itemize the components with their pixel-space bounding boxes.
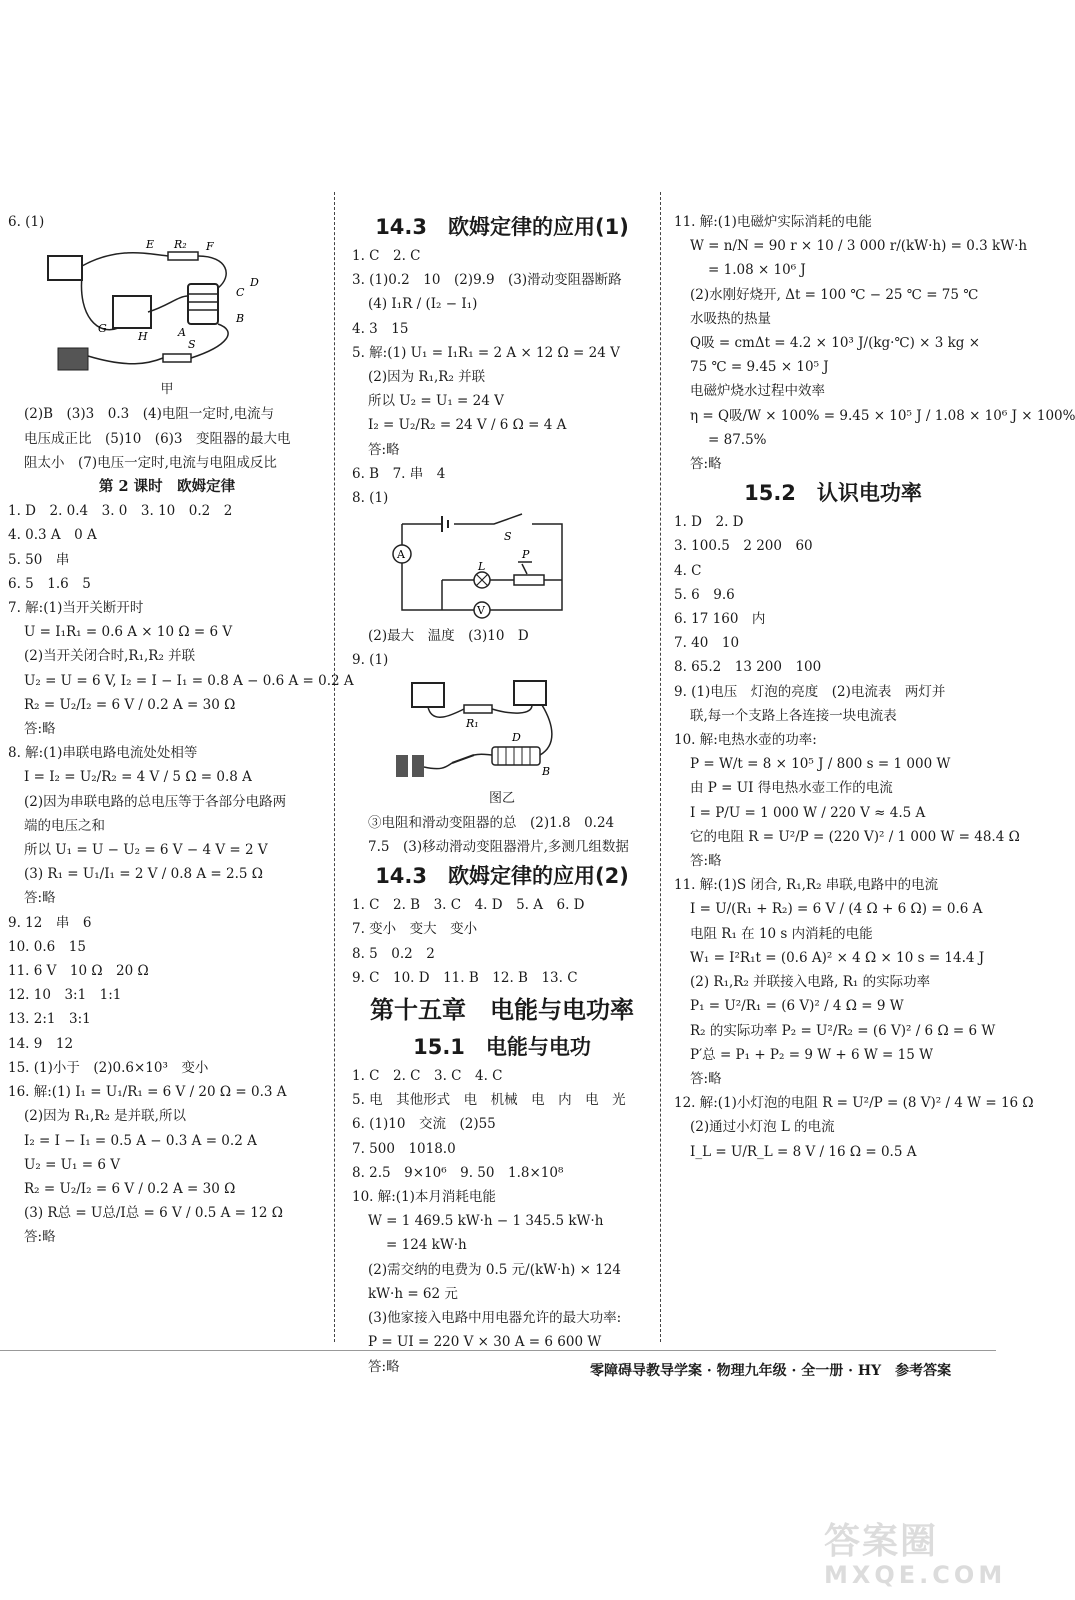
answer-line: 5. 电 其他形式 电 机械 电 内 电 光 [352, 1092, 626, 1109]
answer-line: kW·h = 62 元 [368, 1285, 458, 1302]
answer-line: 8. 2.5 9×10⁶ 9. 50 1.8×10⁸ [352, 1164, 564, 1181]
answer-line: (2)最大 温度 (3)10 D [368, 628, 529, 645]
answer-line: 11. 解:(1)S 闭合, R₁,R₂ 串联,电路中的电流 [674, 877, 939, 894]
answer-line: 答:略 [690, 456, 722, 473]
answer-column-3 [674, 210, 1075, 1164]
answer-line: P′总 = P₁ + P₂ = 9 W + 6 W = 15 W [690, 1046, 933, 1063]
answer-line: 10. 0.6 15 [8, 938, 86, 955]
answer-line: 5. 6 9.6 [674, 586, 735, 603]
answer-line: 答:略 [690, 1070, 722, 1087]
fig-label: R₁ [466, 716, 479, 730]
answer-line: I₂ = U₂/R₂ = 24 V / 6 Ω = 4 A [368, 417, 567, 434]
answer-line: (2)通过小灯泡 L 的电流 [690, 1119, 835, 1136]
chapter-heading: 第十五章 电能与电功率 [370, 996, 634, 1025]
answer-line: 12. 10 3:1 1:1 [8, 987, 122, 1004]
answer-line: 8. 解:(1)串联电路电流处处相等 [8, 745, 198, 762]
fig-label: B [236, 312, 245, 326]
answer-page [0, 192, 1075, 1402]
circuit-diagram-a [38, 236, 268, 376]
answer-line: W = n/N = 90 r × 10 / 3 000 r/(kW·h) = 0.3 kW·h [690, 238, 1028, 255]
answer-line: 7. 变小 变大 变小 [352, 921, 478, 938]
answer-line: 11. 6 V 10 Ω 20 Ω [8, 963, 149, 980]
answer-line: 1. D 2. 0.4 3. 0 3. 10 0.2 2 [8, 503, 233, 520]
fig-label: S [188, 338, 196, 352]
answer-line: 4. 0.3 A 0 A [8, 527, 97, 544]
answer-line: 3. 100.5 2 200 60 [674, 538, 813, 555]
answer-column-2 [352, 210, 652, 1379]
fig-label: C [236, 286, 245, 300]
answer-line: 所以 U₁ = U − U₂ = 6 V − 4 V = 2 V [24, 842, 268, 859]
answer-line: (4) I₁R / (I₂ − I₁) [368, 296, 478, 313]
footer-rule [0, 1350, 996, 1351]
answer-line: P = W/t = 8 × 10⁵ J / 800 s = 1 000 W [690, 756, 951, 773]
answer-line: 8. (1) [352, 490, 389, 507]
answer-line: (2)因为串联电路的总电压等于各部分电路两 [24, 793, 287, 810]
answer-line: R₂ = U₂/I₂ = 6 V / 0.2 A = 30 Ω [24, 696, 236, 713]
answer-line: 7.5 (3)移动滑动变阻器滑片,多测几组数据 [368, 839, 629, 856]
answer-line: W = 1 469.5 kW·h − 1 345.5 kW·h [368, 1213, 604, 1230]
answer-line: I = I₂ = U₂/R₂ = 4 V / 5 Ω = 0.8 A [24, 769, 252, 786]
fig-label: A [178, 326, 186, 340]
answer-line: = 124 kW·h [386, 1237, 467, 1254]
fig-label: H [138, 330, 148, 344]
fig-label: D [250, 276, 259, 290]
figure-circuit-c [382, 675, 652, 785]
fig-label: V [477, 604, 485, 618]
fig-label: R₂ [174, 238, 187, 252]
answer-line: 12. 解:(1)小灯泡的电阻 R = U²/P = (8 V)² / 4 W = 16 Ω [674, 1095, 1034, 1112]
answer-line: 6. 5 1.6 5 [8, 575, 91, 592]
fig-label: S [504, 530, 512, 544]
answer-line: 答:略 [368, 441, 400, 458]
answer-column-1 [8, 210, 354, 1250]
answer-line: (2)因为 R₁,R₂ 并联 [368, 369, 486, 386]
answer-line: 端的电压之和 [24, 817, 105, 834]
answer-line: (3) R总 = U总/I总 = 6 V / 0.5 A = 12 Ω [24, 1205, 283, 1222]
answer-line: 9. 12 串 6 [8, 914, 92, 931]
answer-line: 它的电阻 R = U²/P = (220 V)² / 1 000 W = 48.4 Ω [690, 828, 1020, 845]
watermark-logo [824, 1521, 1007, 1594]
answer-line: 电压成正比 (5)10 (6)3 变阻器的最大电 [24, 430, 291, 447]
answer-line: U = I₁R₁ = 0.6 A × 10 Ω = 6 V [24, 624, 233, 641]
answer-line: 答:略 [24, 1229, 56, 1246]
answer-line: 答:略 [690, 853, 722, 870]
fig-label: P [522, 548, 530, 562]
section-heading: 14.3 欧姆定律的应用(1) [375, 215, 629, 239]
answer-line: 14. 9 12 [8, 1035, 74, 1052]
answer-line: (2)水刚好烧开, Δt = 100 ℃ − 25 ℃ = 75 ℃ [690, 286, 979, 303]
answer-line: 10. 解:(1)本月消耗电能 [352, 1189, 496, 1206]
answer-line: 75 ℃ = 9.45 × 10⁵ J [690, 359, 829, 376]
answer-line: 电磁炉烧水过程中效率 [690, 383, 825, 400]
answer-line: R₂ = U₂/I₂ = 6 V / 0.2 A = 30 Ω [24, 1180, 236, 1197]
answer-line: (2) R₁,R₂ 并联接入电路, R₁ 的实际功率 [690, 974, 931, 991]
answer-line: 7. 500 1018.0 [352, 1140, 456, 1157]
section-heading: 15.1 电能与电功 [413, 1035, 591, 1060]
circuit-diagram-b [382, 512, 572, 622]
answer-line: (2)B (3)3 0.3 (4)电阻一定时,电流与 [24, 406, 275, 423]
answer-line: = 87.5% [708, 431, 767, 448]
answer-line: 电阻 R₁ 在 10 s 内消耗的电能 [690, 925, 873, 942]
answer-line: 阻太小 (7)电压一定时,电流与电阻成反比 [24, 454, 277, 471]
answer-line: (3)他家接入电路中用电器允许的最大功率: [368, 1310, 622, 1327]
column-divider-2 [660, 192, 661, 1342]
fig-label: F [206, 240, 214, 254]
answer-line: 3. (1)0.2 10 (2)9.9 (3)滑动变阻器断路 [352, 272, 622, 289]
answer-line: 1. C 2. B 3. C 4. D 5. A 6. D [352, 897, 585, 914]
answer-line: 15. (1)小于 (2)0.6×10³ 变小 [8, 1059, 209, 1076]
answer-line: 联,每一个支路上各连接一块电流表 [690, 707, 897, 724]
answer-line: I = P/U = 1 000 W / 220 V ≈ 4.5 A [690, 804, 926, 821]
answer-line: 10. 解:电热水壶的功率: [674, 732, 817, 749]
answer-line: (3) R₁ = U₁/I₁ = 2 V / 0.8 A = 2.5 Ω [24, 866, 263, 883]
answer-line: ③电阻和滑动变阻器的总 (2)1.8 0.24 [368, 814, 615, 831]
figure-circuit-b [382, 512, 652, 622]
section-heading: 14.3 欧姆定律的应用(2) [375, 864, 629, 889]
answer-line: 答:略 [24, 721, 56, 738]
answer-line: (2)需交纳的电费为 0.5 元/(kW·h) × 124 [368, 1261, 621, 1278]
answer-line: η = Q吸/W × 100% = 9.45 × 10⁵ J / 1.08 × 10⁶ J × 100% [690, 407, 1075, 424]
answer-line: 6. 17 160 内 [674, 611, 766, 628]
lesson-heading: 第 2 课时 欧姆定律 [98, 478, 236, 496]
top-blank-margin [0, 0, 996, 192]
answer-line: 答:略 [368, 1358, 400, 1375]
figure-caption: 甲 [160, 382, 174, 398]
fig-label: A [397, 548, 405, 562]
answer-line: 1. C 2. C [352, 248, 421, 264]
answer-line: P = UI = 220 V × 30 A = 6 600 W [368, 1334, 602, 1351]
answer-line: 6. (1)10 交流 (2)55 [352, 1116, 496, 1133]
answer-line: 6. B 7. 串 4 [352, 465, 446, 482]
answer-line: U₂ = U = 6 V, I₂ = I − I₁ = 0.8 A − 0.6 A = 0.2 A [24, 672, 354, 689]
answer-line: Q吸 = cmΔt = 4.2 × 10³ J/(kg·℃) × 3 kg × [690, 335, 981, 352]
answer-line: 9. (1) [352, 652, 389, 669]
answer-line: 9. C 10. D 11. B 12. B 13. C [352, 969, 578, 986]
figure-caption: 图乙 [488, 790, 515, 806]
answer-line: (2)因为 R₁,R₂ 是并联,所以 [24, 1108, 186, 1125]
answer-line: 5. 解:(1) U₁ = I₁R₁ = 2 A × 12 Ω = 24 V [352, 344, 620, 361]
fig-label: E [146, 238, 155, 252]
watermark-url: MXQE.COM [824, 1561, 1007, 1589]
answer-line: 1. D 2. D [674, 514, 744, 531]
answer-line: R₂ 的实际功率 P₂ = U²/R₂ = (6 V)² / 6 Ω = 6 W [690, 1022, 996, 1039]
answer-line: 4. 3 15 [352, 320, 409, 337]
answer-line: 8. 5 0.2 2 [352, 945, 435, 962]
answer-line: I_L = U/R_L = 8 V / 16 Ω = 0.5 A [690, 1143, 917, 1160]
answer-line: 9. (1)电压 灯泡的亮度 (2)电流表 两灯并 [674, 683, 946, 700]
answer-line: 11. 解:(1)电磁炉实际消耗的电能 [674, 214, 872, 230]
page-footer: 零障碍导教导学案 · 物理九年级 · 全一册 · HY 参考答案 [590, 1363, 952, 1379]
fig-label: D [512, 730, 521, 744]
answer-line: P₁ = U²/R₁ = (6 V)² / 4 Ω = 9 W [690, 998, 904, 1015]
answer-line: I = U/(R₁ + R₂) = 6 V / (4 Ω + 6 Ω) = 0.6 A [690, 901, 983, 918]
answer-line: 7. 40 10 [674, 635, 740, 652]
answer-line: I₂ = I − I₁ = 0.5 A − 0.3 A = 0.2 A [24, 1132, 257, 1149]
figure-circuit-a [38, 236, 326, 376]
column-divider-1 [334, 192, 335, 1342]
answer-line: 16. 解:(1) I₁ = U₁/R₁ = 6 V / 20 Ω = 0.3 A [8, 1084, 287, 1101]
answer-line: 1. C 2. C 3. C 4. C [352, 1068, 503, 1085]
answer-line: 13. 2:1 3:1 [8, 1011, 91, 1028]
answer-line: = 1.08 × 10⁶ J [708, 262, 806, 279]
answer-line: 所以 U₂ = U₁ = 24 V [368, 393, 504, 410]
watermark-title: 答案圈 [824, 1521, 939, 1562]
answer-line: 答:略 [24, 890, 56, 907]
answer-line: 4. C [674, 562, 702, 579]
answer-line: 7. 解:(1)当开关断开时 [8, 600, 144, 617]
fig-label: L [478, 560, 486, 574]
answer-line: U₂ = U₁ = 6 V [24, 1156, 120, 1173]
circuit-diagram-c [382, 675, 582, 785]
answer-line: 6. (1) [8, 214, 45, 230]
fig-label: B [542, 764, 551, 778]
answer-line: (2)当开关闭合时,R₁,R₂ 并联 [24, 648, 196, 665]
answer-line: 5. 50 串 [8, 551, 70, 568]
answer-line: 由 P = UI 得电热水壶工作的电流 [690, 780, 893, 797]
answer-line: 水吸热的热量 [690, 310, 771, 327]
section-heading: 15.2 认识电功率 [744, 481, 922, 506]
answer-line: W₁ = I²R₁t = (0.6 A)² × 4 Ω × 10 s = 14.4 J [690, 949, 985, 966]
answer-line: 8. 65.2 13 200 100 [674, 659, 822, 676]
fig-label: G [98, 322, 107, 336]
